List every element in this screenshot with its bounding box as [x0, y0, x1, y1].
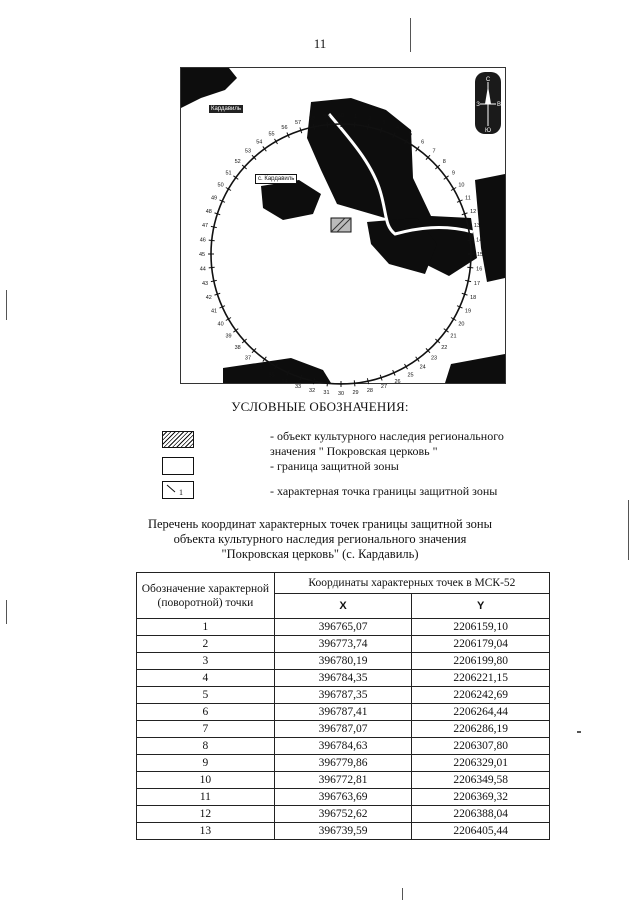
- legend-object-text: - объект культурного наследия регионального значения " Покровская церковь ": [270, 429, 504, 458]
- zone-point-label: 50: [217, 182, 224, 189]
- x-coordinate-cell: 396765,07: [274, 619, 412, 636]
- zone-point-label: 25: [407, 372, 414, 379]
- zone-point-label: 26: [394, 378, 401, 385]
- zone-point-label: 27: [380, 384, 388, 391]
- zone-point-label: 24: [419, 364, 426, 371]
- table-row: [137, 619, 550, 636]
- table-row: [137, 721, 550, 738]
- svg-text:1: 1: [179, 488, 183, 497]
- forest-area: [261, 180, 321, 220]
- y-coordinate-cell: 2206159,10: [412, 619, 550, 636]
- zone-point-tick: [467, 240, 473, 241]
- zone-point-tick: [211, 226, 217, 227]
- zone-point-tick: [209, 267, 215, 268]
- point-number-cell: 12: [137, 806, 275, 823]
- point-number-cell: 8: [137, 738, 275, 755]
- point-number-cell: 6: [137, 704, 275, 721]
- zone-point-label: 16: [476, 266, 483, 273]
- heritage-object: [331, 218, 351, 232]
- zone-point-label: 17: [473, 280, 481, 287]
- legend-point-text: - характерная точка границы защитной зоны: [270, 484, 498, 498]
- zone-point-label: 7: [432, 148, 436, 155]
- y-coordinate-cell: 2206405,44: [412, 823, 550, 840]
- header-coordinates-group: Координаты характерных точек в МСК-52: [274, 573, 549, 594]
- y-coordinate-cell: 2206307,80: [412, 738, 550, 755]
- zone-point-tick: [367, 378, 368, 384]
- legend-zone-point-icon: [162, 481, 194, 499]
- zone-point-label: 51: [225, 170, 232, 177]
- zone-point-label: 55: [268, 131, 275, 138]
- y-coordinate-cell: 2206329,01: [412, 755, 550, 772]
- zone-point-label: 18: [470, 294, 477, 301]
- header-x: X: [274, 594, 412, 619]
- zone-point-label: 41: [210, 308, 218, 315]
- zone-point-label: 10: [458, 182, 465, 189]
- settlement-label-mid: с. Кардавиль: [255, 174, 297, 184]
- y-coordinate-cell: 2206286,19: [412, 721, 550, 738]
- header-point-designation: Обозначение характерной (поворотной) точки: [137, 573, 275, 619]
- point-number-cell: 9: [137, 755, 275, 772]
- y-coordinate-cell: 2206349,58: [412, 772, 550, 789]
- zone-point-tick: [327, 380, 328, 386]
- zone-point-tick: [211, 280, 217, 281]
- compass-rose-icon: [475, 72, 501, 134]
- zone-point-label: 20: [458, 321, 465, 328]
- x-coordinate-cell: 396739,59: [274, 823, 412, 840]
- zone-point-label: 58: [309, 116, 316, 123]
- settlement-label-top: Кардавиль: [211, 106, 242, 112]
- point-number-cell: 3: [137, 653, 275, 670]
- protection-zone-map: [180, 67, 506, 397]
- zone-point-label: 1: [353, 113, 358, 120]
- zone-point-label: 47: [201, 223, 209, 230]
- zone-point-label: 45: [198, 252, 206, 258]
- svg-text:Ю: Ю: [484, 128, 492, 134]
- zone-point-tick: [354, 122, 355, 128]
- zone-point-tick: [209, 240, 215, 241]
- y-coordinate-cell: 2206369,32: [412, 789, 550, 806]
- point-number-cell: 5: [137, 687, 275, 704]
- y-coordinate-cell: 2206264,44: [412, 704, 550, 721]
- x-coordinate-cell: 396784,35: [274, 670, 412, 687]
- point-number-cell: 13: [137, 823, 275, 840]
- zone-point-label: 4: [396, 125, 400, 132]
- y-coordinate-cell: 2206388,04: [412, 806, 550, 823]
- x-coordinate-cell: 396784,63: [274, 738, 412, 755]
- zone-point-label: 40: [217, 321, 224, 328]
- table-row: [137, 823, 550, 840]
- svg-text:С: С: [485, 77, 491, 83]
- zone-point-label: 8: [442, 158, 446, 165]
- zone-point-label: 19: [464, 308, 472, 315]
- table-row: [137, 772, 550, 789]
- scan-artifact: [6, 600, 7, 624]
- zone-point-label: 22: [441, 345, 448, 352]
- zone-point-label: 48: [205, 209, 212, 216]
- table-row: [137, 738, 550, 755]
- coordinates-table-body: [137, 619, 550, 840]
- x-coordinate-cell: 396787,35: [274, 687, 412, 704]
- zone-point-label: 13: [473, 223, 481, 230]
- zone-point-label: 56: [281, 125, 288, 132]
- x-coordinate-cell: 396752,62: [274, 806, 412, 823]
- zone-point-label: 29: [352, 390, 359, 397]
- zone-point-label: 35: [268, 372, 275, 379]
- zone-point-label: 36: [256, 364, 263, 371]
- zone-point-label: 11: [465, 195, 471, 202]
- point-number-cell: 7: [137, 721, 275, 738]
- zone-point-label: 46: [199, 237, 206, 244]
- scan-artifact: [6, 290, 7, 320]
- legend-heritage-object-icon: [162, 431, 194, 448]
- point-number-cell: 4: [137, 670, 275, 687]
- zone-point-label: 15: [476, 252, 484, 258]
- table-row: [137, 636, 550, 653]
- zone-point-label: 23: [430, 355, 438, 362]
- table-row: [137, 789, 550, 806]
- zone-point-label: 57: [294, 119, 302, 126]
- legend-zone-text: - граница защитной зоны: [270, 459, 399, 473]
- scan-artifact: [577, 731, 581, 733]
- zone-point-tick: [465, 280, 471, 281]
- header-y: Y: [412, 594, 550, 619]
- zone-point-label: 38: [234, 345, 241, 352]
- zone-point-label: 49: [210, 195, 218, 202]
- y-coordinate-cell: 2206179,04: [412, 636, 550, 653]
- x-coordinate-cell: 396787,41: [274, 704, 412, 721]
- table-row: [137, 687, 550, 704]
- zone-point-label: 2: [368, 116, 372, 123]
- table-row: [137, 755, 550, 772]
- zone-point-label: 3: [382, 119, 386, 126]
- zone-point-label: 39: [225, 333, 232, 340]
- zone-point-label: 60: [337, 113, 345, 119]
- zone-point-label: 32: [309, 387, 316, 394]
- forest-area: [181, 68, 237, 108]
- zone-point-tick: [327, 122, 328, 128]
- y-coordinate-cell: 2206199,80: [412, 653, 550, 670]
- zone-point-label: 12: [470, 209, 477, 216]
- zone-point-label: 28: [366, 387, 373, 394]
- svg-text:З: З: [476, 102, 480, 108]
- zone-point-label: 52: [234, 158, 241, 165]
- x-coordinate-cell: 396779,86: [274, 755, 412, 772]
- zone-point-label: 14: [476, 237, 483, 244]
- page-number: 11: [313, 36, 327, 51]
- point-number-cell: 2: [137, 636, 275, 653]
- y-coordinate-cell: 2206242,69: [412, 687, 550, 704]
- table-row: [137, 806, 550, 823]
- zone-point-tick: [467, 267, 473, 268]
- point-number-cell: 1: [137, 619, 275, 636]
- x-coordinate-cell: 396763,69: [274, 789, 412, 806]
- zone-point-label: 31: [323, 390, 330, 397]
- zone-point-label: 44: [199, 266, 206, 273]
- zone-point-label: 33: [294, 384, 302, 391]
- x-coordinate-cell: 396787,07: [274, 721, 412, 738]
- legend-zone-boundary-icon: [162, 457, 194, 475]
- point-number-cell: 10: [137, 772, 275, 789]
- coordinates-list-title: Перечень координат характерных точек границы защитной зоны объекта культурного наследия регионального значения "Покровская церковь" (с. Кардавиль): [147, 517, 493, 561]
- zone-point-label: 34: [281, 378, 288, 385]
- zone-point-label: 5: [408, 131, 413, 138]
- zone-point-label: 30: [337, 391, 345, 397]
- point-number-cell: 11: [137, 789, 275, 806]
- x-coordinate-cell: 396773,74: [274, 636, 412, 653]
- zone-point-tick: [354, 380, 355, 386]
- scan-artifact: [402, 888, 403, 900]
- forest-area: [445, 354, 505, 383]
- table-row: [137, 670, 550, 687]
- x-coordinate-cell: 396780,19: [274, 653, 412, 670]
- zone-point-label: 21: [450, 333, 457, 340]
- table-row: [137, 704, 550, 721]
- legend-title: УСЛОВНЫЕ ОБОЗНАЧЕНИЯ:: [231, 399, 409, 414]
- zone-point-label: 53: [244, 148, 252, 155]
- zone-point-label: 43: [201, 280, 209, 287]
- map-drawing: [181, 68, 505, 397]
- y-coordinate-cell: 2206221,15: [412, 670, 550, 687]
- zone-point-label: 42: [205, 294, 212, 301]
- zone-point-label: 9: [451, 170, 455, 177]
- coordinates-table: [136, 572, 550, 840]
- zone-point-label: 54: [256, 139, 263, 146]
- zone-point-label: 37: [244, 355, 252, 362]
- svg-text:В: В: [496, 102, 502, 108]
- x-coordinate-cell: 396772,81: [274, 772, 412, 789]
- zone-point-label: 59: [323, 113, 330, 120]
- zone-point-label: 6: [421, 139, 425, 146]
- table-row: [137, 653, 550, 670]
